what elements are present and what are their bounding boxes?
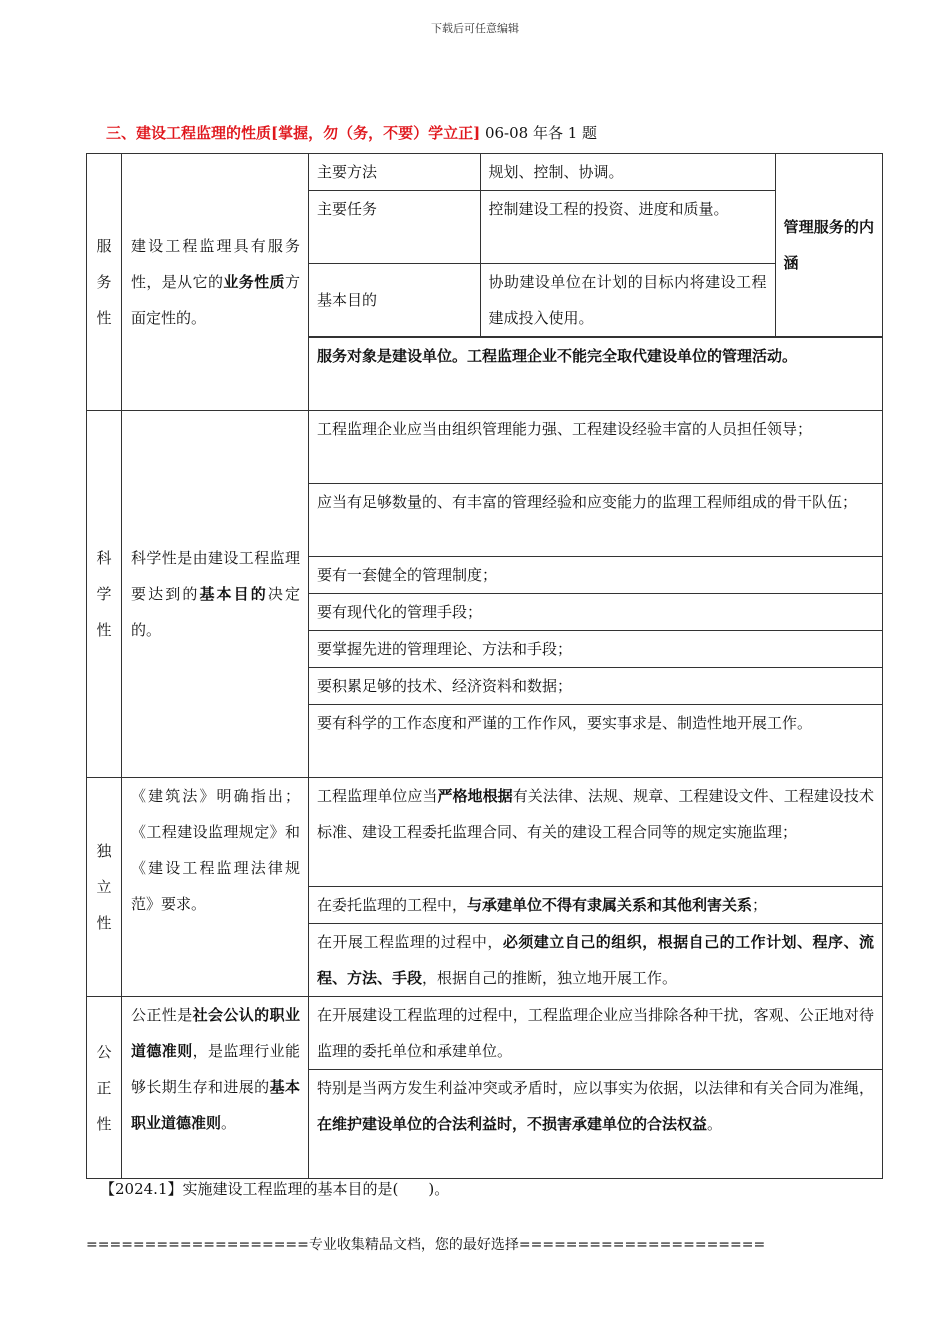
section-title — [106, 122, 597, 143]
service-method-row — [309, 154, 882, 191]
independence-item2-text: ； — [752, 896, 768, 914]
science-item: 要有科学的工作态度和严谨的工作作风，要实事求是、制造性地开展工作。 — [309, 705, 882, 778]
section-title-main: 三、建设工程监理的性质[掌握，勿（务，不要）学立正] — [106, 124, 481, 142]
service-task-value: 控制建设工程的投资、进度和质量。 — [480, 191, 775, 264]
service-cat-char: 性 — [96, 309, 112, 327]
science-category — [87, 411, 122, 778]
science-item: 要有一套健全的管理制度； — [309, 557, 882, 594]
fairness-desc-bold: 基本职业道德准则 — [131, 1078, 300, 1132]
independence-item2-text: 在委托监理的工程中， — [317, 896, 468, 914]
science-items-cell — [309, 411, 883, 778]
independence-item1-bold: 严格地根据 — [437, 787, 513, 805]
fairness-item2-text: 特别是当两方发生利益冲突或矛盾时，应以事实为依据，以法律和有关合同为准绳， — [317, 1079, 874, 1097]
fairness-description — [122, 997, 309, 1179]
service-row — [87, 154, 883, 338]
service-method-label: 主要方法 — [309, 154, 480, 191]
fairness-item: 在开展建设工程监理的过程中，工程监理企业应当排除各种干扰，客观、公正地对待监理的委托单位和承建单位。 — [309, 997, 882, 1070]
service-cat-char: 服 — [96, 237, 112, 255]
science-cat-char: 科 — [96, 549, 112, 567]
fairness-category — [87, 997, 122, 1179]
independence-cat-char: 独 — [96, 842, 112, 860]
service-description — [122, 154, 309, 411]
service-goal-value: 协助建设单位在计划的目标内将建设工程建成投入使用。 — [480, 264, 775, 337]
service-note: 服务对象是建设单位。工程监理企业不能完全取代建设单位的管理活动。 — [309, 338, 883, 411]
science-item: 要掌握先进的管理理论、方法和手段； — [309, 631, 882, 668]
service-subtable-cell — [309, 154, 883, 338]
service-desc-text: 方面定性的。 — [131, 273, 300, 327]
fairness-desc-text: ，是监理行业能够长期生存和进展的 — [131, 1042, 300, 1096]
fairness-row — [87, 997, 883, 1179]
fairness-desc-text: 公正性是 — [131, 1006, 193, 1024]
fairness-desc-bold: 社会公认的职业道德准则 — [131, 1006, 300, 1060]
science-row — [87, 411, 883, 778]
independence-item3-text: 在开展工程监理的过程中， — [317, 933, 503, 951]
independence-item — [309, 887, 882, 924]
service-method-value: 规划、控制、协调。 — [480, 154, 775, 191]
fairness-item2-text: 。 — [707, 1115, 723, 1133]
fairness-cat-char: 正 — [96, 1078, 112, 1097]
science-item: 应当有足够数量的、有丰富的管理经验和应变能力的监理工程师组成的骨干队伍； — [309, 484, 882, 557]
fairness-desc-text: 。 — [221, 1114, 237, 1132]
independence-cat-char: 性 — [96, 914, 112, 932]
independence-cat-char: 立 — [96, 878, 112, 896]
service-subtable — [309, 154, 882, 337]
fairness-items — [309, 997, 882, 1178]
science-item: 工程监理企业应当由组织管理能力强、工程建设经验丰富的人员担任领导； — [309, 411, 882, 484]
science-cat-char: 学 — [96, 585, 112, 603]
science-desc-text: 决定的。 — [131, 585, 300, 639]
exam-question: 【2024.1】实施建设工程监理的基本目的是( )。 — [100, 1180, 450, 1198]
independence-item3-text: ，根据自己的推断，独立地开展工作。 — [422, 969, 678, 987]
independence-item3-bold: 必须建立自己的组织，根据自己的工作计划、程序、流程、方法、手段 — [317, 933, 874, 987]
service-task-label: 主要任务 — [309, 191, 480, 264]
nature-table — [86, 153, 883, 1179]
independence-item2-bold: 与承建单位不得有隶属关系和其他利害关系 — [467, 896, 753, 914]
science-item: 要积累足够的技术、经济资料和数据； — [309, 668, 882, 705]
independence-category — [87, 778, 122, 997]
independence-item — [309, 924, 882, 997]
service-desc-text: 建设工程监理具有服务性，是从它的 — [131, 237, 300, 291]
science-desc-bold: 基本目的 — [199, 585, 268, 603]
page-header: 下载后可任意编辑 — [431, 22, 519, 35]
service-side-label: 管理服务的内涵 — [775, 154, 882, 337]
independence-description: 《建筑法》明确指出；《工程建设监理规定》和《建设工程监理法律规范》要求。 — [122, 778, 309, 997]
science-item: 要有现代化的管理手段； — [309, 594, 882, 631]
science-cat-char: 性 — [96, 621, 112, 639]
independence-item1-text: 工程监理单位应当 — [317, 787, 438, 805]
fairness-cat-char: 公 — [96, 1042, 112, 1061]
fairness-item2-bold: 在维护建设单位的合法利益时，不损害承建单位的合法权益 — [317, 1115, 708, 1133]
service-category — [87, 154, 122, 411]
independence-item1-text: 有关法律、法规、规章、工程建设文件、工程建设技术标准、建设工程委托监理合同、有关的建设工程合同等的规定实施监理； — [317, 787, 874, 841]
section-title-suffix: 06-08 年各 1 题 — [480, 124, 598, 142]
independence-items — [309, 778, 882, 996]
service-desc-bold: 业务性质 — [223, 273, 285, 291]
independence-items-cell — [309, 778, 883, 997]
service-goal-label: 基本目的 — [309, 264, 480, 337]
science-description — [122, 411, 309, 778]
independence-item — [309, 778, 882, 887]
page-footer: ===================专业收集精品文档，您的最好选择===================== — [86, 1237, 766, 1253]
fairness-cat-char: 性 — [96, 1114, 112, 1133]
science-items — [309, 411, 882, 777]
service-cat-char: 务 — [96, 273, 112, 291]
fairness-item — [309, 1070, 882, 1179]
fairness-items-cell — [309, 997, 883, 1179]
science-desc-text: 科学性是由建设工程监理要达到的 — [131, 549, 300, 603]
independence-row — [87, 778, 883, 997]
